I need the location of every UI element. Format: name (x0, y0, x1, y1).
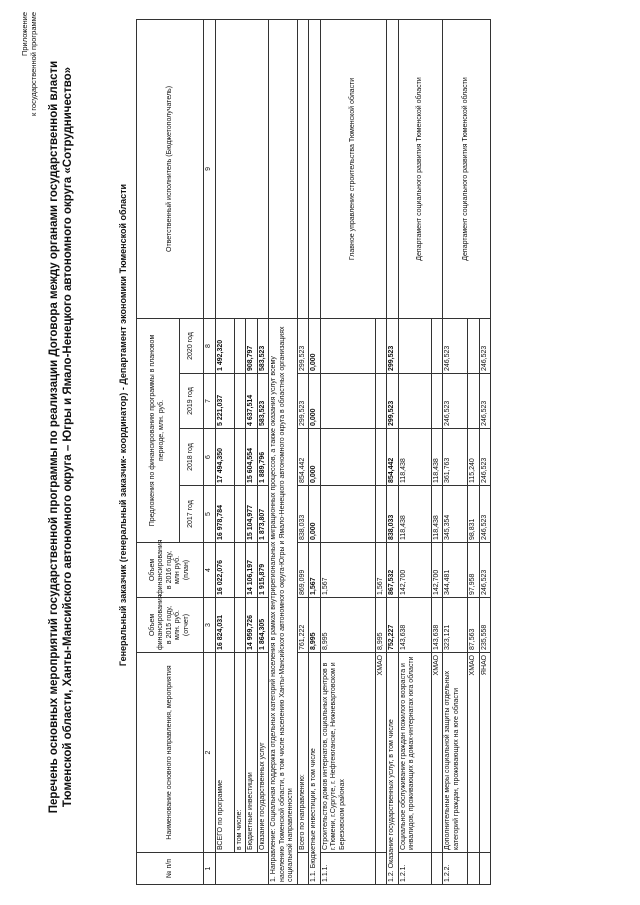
r122-a-2017: 98,831 (468, 486, 480, 543)
dir-total-2019: 299,523 (297, 374, 309, 429)
r111-executor: Главное управление строительства Тюменской области (320, 19, 387, 318)
header-name: Наименование основного направления, мероприятия (137, 653, 204, 853)
colnum-3: 3 (204, 598, 216, 653)
row-1-2 (387, 19, 399, 884)
r122-2015: 323,121 (443, 598, 468, 653)
r121-label: Социальное обслуживание граждан пожилого возраста и инвалидов, проживающих в домах-интернатах юга области (398, 653, 431, 853)
row-1-2-label: 1.2. Оказание государственных услуг, в том числе (387, 653, 399, 885)
r122-a-2018: 115,240 (468, 429, 480, 486)
direction-total-label: Всего по направлению: (297, 653, 309, 853)
r121-region-2016: 142,700 (431, 543, 443, 598)
direction-1-title: 1. Направление: Социальная поддержка отдельных категорий населения в рамках внутрирегиональных миграционных процессов, а также оказания услуг всему населению Тюменской области, в том числе населению Ханты-Мансийского автономного округа-Югры и Ямало-Ненецкого автономного округа в областных организациях социальной направленности (269, 318, 298, 884)
r12-2017: 838,033 (387, 486, 399, 543)
r11-2018: 0,000 (309, 429, 321, 486)
header-proposals: Предложения по финансированию программы в плановом периоде, млн. руб. (137, 318, 180, 542)
budget-inv-2016: 14 106,197 (246, 543, 258, 598)
r11-2015: 8,995 (309, 598, 321, 653)
r122-label: Дополнительные меры социальной защиты отдельных категорий граждан, проживающих на юге области (443, 653, 468, 853)
budget-inv-2019: 4 637,514 (246, 374, 258, 429)
r12-2020: 299,523 (387, 318, 399, 373)
header-vol-2015: Объем финансирования в 2015 году, млн. руб. (отчет) (137, 598, 204, 653)
total-2015: 16 824,031 (215, 598, 234, 653)
colnum-6: 6 (204, 429, 216, 486)
appendix-line-1: Приложение (20, 12, 29, 56)
general-customer: Генеральный заказчик (генеральный заказчик- координатор) - Департамент экономики Тюменской области (118, 183, 128, 667)
budget-inv-2018: 15 604,554 (246, 429, 258, 486)
r122-b-2018: 246,523 (479, 429, 491, 486)
budget-inv-2015: 14 959,726 (246, 598, 258, 653)
total-2016: 16 022,076 (215, 543, 234, 598)
colnum-8: 8 (204, 318, 216, 373)
total-2018: 17 494,350 (215, 429, 234, 486)
row-1-2-1 (398, 19, 431, 884)
r121-num: 1.2.1. (398, 853, 431, 885)
dir-total-2018: 854,442 (297, 429, 309, 486)
r11-2017: 0,000 (309, 486, 321, 543)
direction-1-row (269, 19, 298, 884)
total-row (215, 19, 234, 884)
dir-total-2016: 869,099 (297, 543, 309, 598)
total-2017: 16 978,784 (215, 486, 234, 543)
state-services-label: Оказание государственных услуг (257, 653, 269, 853)
r122-b-2019: 246,523 (479, 374, 491, 429)
colnum-7: 7 (204, 374, 216, 429)
colnum-1: 1 (204, 853, 216, 885)
header-2020: 2020 год (179, 318, 203, 373)
row-1-1-label: 1.1. Бюджетные инвестиции, в том числе (309, 653, 321, 885)
r121-2016: 142,700 (398, 543, 431, 598)
summary-executor-cell (215, 19, 269, 318)
including-label: в том числе: (234, 653, 246, 853)
r122-executor: Департамент социального развития Тюменской области (443, 19, 491, 318)
r111-label: Строительство домов интернатов, социальных центров в г.Тюмени, г.Сургуте, г. Нефтеюганске, Нижневартовском и Березовском районах (320, 653, 375, 853)
header-vol-2016: Объем финансирования в 2016 году, млн руб. (план) (137, 543, 204, 598)
row-1-2-2 (443, 19, 468, 884)
r111-region-2015: 8,995 (375, 598, 387, 653)
total-2020: 1 492,320 (215, 318, 234, 373)
r111-num: 1.1.1. (320, 853, 375, 885)
state-services-2016: 1 915,879 (257, 543, 269, 598)
r122-2019: 246,523 (443, 374, 468, 429)
dir-total-2015: 761,222 (297, 598, 309, 653)
header-executor: Ответственный исполнитель (Бюджетополучатель) (137, 19, 204, 318)
r122-a-2016: 97,958 (468, 543, 480, 598)
summary-num-cell (215, 853, 269, 885)
document-title: Перечень основных мероприятий государственной программы по реализации Договора между органами государственной власти Тюменской области, Ханты-Мансийского автономного округа – Югры и Ямало-Ненецкого автономного округа «Сотрудничество» (48, 60, 74, 814)
header-2017: 2017 год (179, 486, 203, 543)
row-1-1-1 (320, 19, 375, 884)
r122-b-2020: 246,523 (479, 318, 491, 373)
r121-2017: 118,438 (398, 486, 431, 543)
r122-b-2017: 246,523 (479, 486, 491, 543)
direction-total-row (297, 19, 309, 884)
r121-region-2018: 118,438 (431, 429, 443, 486)
colnum-5: 5 (204, 486, 216, 543)
total-label: ВСЕГО по программе (215, 653, 234, 853)
row-1-1 (309, 19, 321, 884)
r111-2016: 1,567 (320, 543, 375, 598)
r121-region-2015: 143,638 (431, 598, 443, 653)
budget-inv-2020: 908,797 (246, 318, 258, 373)
state-services-2015: 1 864,305 (257, 598, 269, 653)
colnum-9: 9 (204, 19, 216, 318)
r122-2020: 246,523 (443, 318, 468, 373)
r122-num: 1.2.2. (443, 853, 468, 885)
r122-a-2015: 87,563 (468, 598, 480, 653)
r122-region-1: ХМАО (468, 653, 480, 853)
r121-region-2017: 118,438 (431, 486, 443, 543)
direction-1-executor-cell (269, 19, 298, 318)
r122-2017: 345,354 (443, 486, 468, 543)
r11-2016: 1,567 (309, 543, 321, 598)
header-2019: 2019 год (179, 374, 203, 429)
appendix-note (20, 12, 38, 116)
r122-b-2015: 235,558 (479, 598, 491, 653)
r12-2018: 854,442 (387, 429, 399, 486)
header-num: № п/п (137, 853, 204, 885)
r111-region-2016: 1,567 (375, 543, 387, 598)
state-services-2018: 1 889,796 (257, 429, 269, 486)
state-services-2020: 583,523 (257, 318, 269, 373)
r122-2016: 344,481 (443, 543, 468, 598)
dir-total-2020: 299,523 (297, 318, 309, 373)
r12-2015: 752,227 (387, 598, 399, 653)
header-2018: 2018 год (179, 429, 203, 486)
r121-executor: Департамент социального развития Тюменской области (398, 19, 443, 318)
program-table (136, 19, 491, 885)
r121-2015: 143,638 (398, 598, 431, 653)
appendix-line-2: к государственной программе (29, 12, 38, 117)
state-services-2019: 583,523 (257, 374, 269, 429)
r121-2018: 118,438 (398, 429, 431, 486)
r122-2018: 361,763 (443, 429, 468, 486)
r122-b-2016: 246,523 (479, 543, 491, 598)
r12-2019: 299,523 (387, 374, 399, 429)
budget-inv-2017: 15 104,977 (246, 486, 258, 543)
header-row-1 (137, 19, 180, 884)
r12-2016: 867,532 (387, 543, 399, 598)
state-services-2017: 1 873,807 (257, 486, 269, 543)
r111-region: ХМАО (375, 653, 387, 853)
r11-2019: 0,000 (309, 374, 321, 429)
budget-investments-label: Бюджетные инвестиции (246, 653, 258, 853)
column-number-row (204, 19, 216, 884)
colnum-2: 2 (204, 653, 216, 853)
colnum-4: 4 (204, 543, 216, 598)
dir-total-2017: 838,033 (297, 486, 309, 543)
r121-region: ХМАО (431, 653, 443, 853)
r111-2015: 8,995 (320, 598, 375, 653)
r11-2020: 0,000 (309, 318, 321, 373)
r122-region-2: ЯНАО (479, 653, 491, 853)
total-2019: 5 221,037 (215, 374, 234, 429)
